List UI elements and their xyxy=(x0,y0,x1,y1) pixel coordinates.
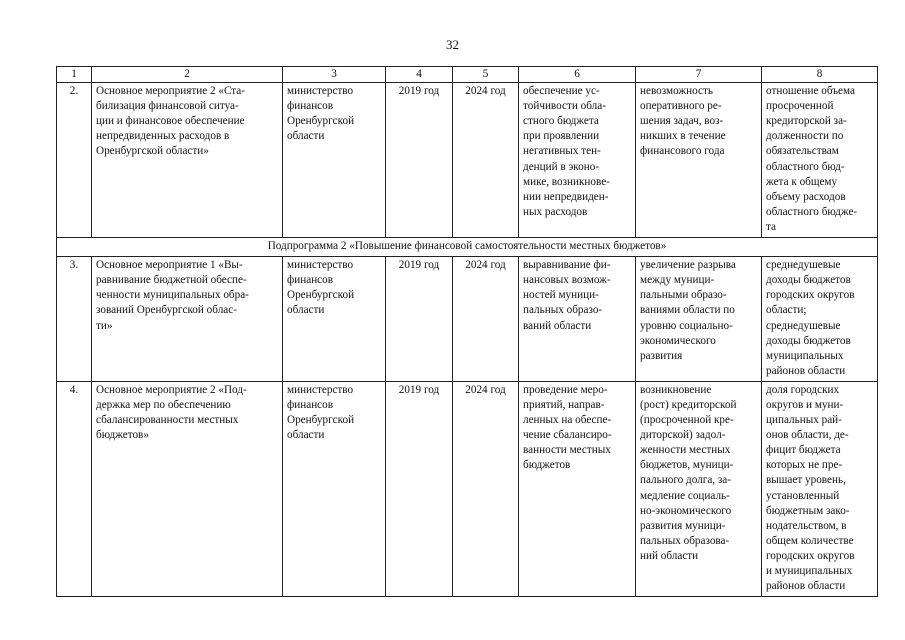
event-name-line: Оренбургской области» xyxy=(96,145,209,158)
event-name-line: Основное мероприятие 2 «Под- xyxy=(96,383,247,396)
related-indicators-line: вышает уровень, xyxy=(766,474,846,487)
related-indicators-line: среднедушевые xyxy=(766,319,841,332)
event-name-line: Основное мероприятие 2 «Ста- xyxy=(96,85,245,98)
non-implementation-consequences-cell xyxy=(636,257,762,382)
related-indicators-line: онов области, де- xyxy=(766,429,849,442)
non-implementation-consequences-line: никших в течение xyxy=(640,130,726,143)
non-implementation-consequences-line: развития xyxy=(640,349,683,362)
non-implementation-consequences-line: пального долга, за- xyxy=(640,474,731,487)
expected-result-line: проведение меро- xyxy=(523,383,608,396)
non-implementation-consequences-line: женности местных xyxy=(640,444,731,457)
non-implementation-consequences-line: но-экономического xyxy=(640,504,732,517)
related-indicators-line: городских округов xyxy=(766,289,855,302)
event-name-line: билизация финансовой ситуа- xyxy=(96,100,239,113)
related-indicators-line: округов и муни- xyxy=(766,398,844,411)
executor-cell xyxy=(283,257,386,382)
table-row xyxy=(57,257,878,382)
expected-result-cell xyxy=(519,83,636,238)
event-name-cell xyxy=(92,381,283,596)
related-indicators-line: городских округов xyxy=(766,549,855,562)
event-name-line: ции и финансовое обеспечение xyxy=(96,115,245,128)
non-implementation-consequences-line: (рост) кредиторской xyxy=(640,398,737,411)
non-implementation-consequences-line: бюджетов, муници- xyxy=(640,459,734,472)
related-indicators-line: жета к общему xyxy=(766,175,838,188)
expected-result-line: при проявлении xyxy=(523,130,600,143)
executor-line: области xyxy=(287,304,325,317)
expected-result-line: бюджетов xyxy=(523,459,571,472)
col-num-6: 6 xyxy=(519,67,636,83)
related-indicators-cell xyxy=(762,381,878,596)
row-number-cell: 4. xyxy=(57,381,92,596)
non-implementation-consequences-line: (просроченной кре- xyxy=(640,414,734,427)
col-num-5: 5 xyxy=(453,67,519,83)
col-num-4: 4 xyxy=(386,67,453,83)
page-number: 32 xyxy=(446,37,459,52)
non-implementation-consequences-line: шения задач, воз- xyxy=(640,115,724,128)
expected-result-line: приятий, направ- xyxy=(523,398,605,411)
expected-result-line: ностей муници- xyxy=(523,289,599,302)
executor-line: области xyxy=(287,130,325,143)
column-number-row xyxy=(57,67,878,83)
non-implementation-consequences-line: пальными образо- xyxy=(640,289,727,302)
expected-result-line: ных расходов xyxy=(523,205,588,218)
related-indicators-line: области; xyxy=(766,304,807,317)
start-year-cell: 2019 год xyxy=(386,83,453,238)
non-implementation-consequences-line: возникновение xyxy=(640,383,712,396)
non-implementation-consequences-cell xyxy=(636,83,762,238)
related-indicators-cell xyxy=(762,257,878,382)
executor-line: министерство xyxy=(287,85,354,98)
executor-line: финансов xyxy=(287,100,334,113)
executor-line: министерство xyxy=(287,259,354,272)
expected-result-line: выравнивание фи- xyxy=(523,259,611,272)
event-name-line: непредвиденных расходов в xyxy=(96,130,230,143)
related-indicators-line: та xyxy=(766,220,776,233)
executor-line: министерство xyxy=(287,383,354,396)
expected-result-cell xyxy=(519,381,636,596)
related-indicators-line: отношение объема xyxy=(766,85,855,98)
non-implementation-consequences-line: медление социаль- xyxy=(640,489,730,502)
event-name-line: зований Оренбургской облас- xyxy=(96,304,237,317)
expected-result-line: негативных тен- xyxy=(523,145,601,158)
related-indicators-line: обязательствам xyxy=(766,145,839,158)
non-implementation-consequences-line: увеличение разрыва xyxy=(640,259,736,272)
non-implementation-consequences-line: развития муници- xyxy=(640,519,726,532)
non-implementation-consequences-line: пальных образова- xyxy=(640,534,730,547)
related-indicators-line: районов области xyxy=(766,580,846,593)
related-indicators-line: которых не пре- xyxy=(766,459,843,472)
related-indicators-line: доходы бюджетов xyxy=(766,334,851,347)
executor-line: области xyxy=(287,429,325,442)
start-year-cell: 2019 год xyxy=(386,381,453,596)
executor-cell xyxy=(283,83,386,238)
expected-result-line: пальных образо- xyxy=(523,304,603,317)
event-name-line: держка мер по обеспечению xyxy=(96,398,231,411)
expected-result-line: мике, возникнове- xyxy=(523,175,610,188)
expected-result-line: ванности местных xyxy=(523,444,611,457)
related-indicators-line: районов области xyxy=(766,364,846,377)
non-implementation-consequences-line: между муници- xyxy=(640,274,715,287)
expected-result-line: ленных на обеспе- xyxy=(523,414,612,427)
non-implementation-consequences-line: ний области xyxy=(640,549,699,562)
related-indicators-line: кредиторской за- xyxy=(766,115,847,128)
related-indicators-line: доля городских xyxy=(766,383,840,396)
related-indicators-line: общем количестве xyxy=(766,534,854,547)
related-indicators-line: нодательством, в xyxy=(766,519,847,532)
related-indicators-line: доходы бюджетов xyxy=(766,274,851,287)
subprogram-heading: Подпрограмма 2 «Повышение финансовой самостоятельности местных бюджетов» xyxy=(57,238,878,257)
non-implementation-consequences-line: уровню социально- xyxy=(640,319,733,332)
expected-result-line: нансовых возмож- xyxy=(523,274,611,287)
table-row xyxy=(57,83,878,238)
related-indicators-line: объему расходов xyxy=(766,190,846,203)
executor-cell xyxy=(283,381,386,596)
expected-result-line: денций в эконо- xyxy=(523,160,600,173)
end-year-cell: 2024 год xyxy=(453,83,519,238)
event-name-line: ченности муниципальных обра- xyxy=(96,289,249,302)
non-implementation-consequences-line: невозможность xyxy=(640,85,713,98)
related-indicators-line: бюджетным зако- xyxy=(766,504,850,517)
related-indicators-line: муниципальных xyxy=(766,349,844,362)
related-indicators-line: просроченной xyxy=(766,100,834,113)
col-num-3: 3 xyxy=(283,67,386,83)
non-implementation-consequences-line: оперативного ре- xyxy=(640,100,722,113)
executor-line: финансов xyxy=(287,398,334,411)
program-table xyxy=(56,66,878,597)
event-name-cell xyxy=(92,257,283,382)
subprogram-row xyxy=(57,238,878,257)
expected-result-cell xyxy=(519,257,636,382)
executor-line: Оренбургской xyxy=(287,289,355,302)
row-number-cell: 3. xyxy=(57,257,92,382)
event-name-cell xyxy=(92,83,283,238)
col-num-7: 7 xyxy=(636,67,762,83)
related-indicators-line: установленный xyxy=(766,489,840,502)
event-name-line: ти» xyxy=(96,319,113,332)
non-implementation-consequences-line: финансового года xyxy=(640,145,725,158)
non-implementation-consequences-line: экономического xyxy=(640,334,716,347)
related-indicators-cell xyxy=(762,83,878,238)
event-name-line: Основное мероприятие 1 «Вы- xyxy=(96,259,243,272)
related-indicators-line: ципальных рай- xyxy=(766,414,842,427)
expected-result-line: чение сбалансиро- xyxy=(523,429,612,442)
non-implementation-consequences-line: ваниями области по xyxy=(640,304,735,317)
expected-result-line: тойчивости обла- xyxy=(523,100,606,113)
expected-result-line: стного бюджета xyxy=(523,115,599,128)
col-num-2: 2 xyxy=(92,67,283,83)
non-implementation-consequences-line: диторской) задол- xyxy=(640,429,726,442)
related-indicators-line: областного бюд- xyxy=(766,160,845,173)
end-year-cell: 2024 год xyxy=(453,381,519,596)
table-row xyxy=(57,381,878,596)
start-year-cell: 2019 год xyxy=(386,257,453,382)
expected-result-line: ваний области xyxy=(523,319,592,332)
executor-line: Оренбургской xyxy=(287,115,355,128)
event-name-line: бюджетов» xyxy=(96,429,149,442)
row-number-cell: 2. xyxy=(57,83,92,238)
related-indicators-line: областного бюдже- xyxy=(766,205,858,218)
related-indicators-line: и муниципальных xyxy=(766,565,853,577)
expected-result-line: нии непредвиден- xyxy=(523,190,609,203)
executor-line: Оренбургской xyxy=(287,414,355,427)
expected-result-line: обеспечение ус- xyxy=(523,85,600,98)
end-year-cell: 2024 год xyxy=(453,257,519,382)
event-name-line: равнивание бюджетной обеспе- xyxy=(96,274,247,287)
non-implementation-consequences-cell xyxy=(636,381,762,596)
event-name-line: сбалансированности местных xyxy=(96,414,239,427)
executor-line: финансов xyxy=(287,274,334,287)
related-indicators-line: фицит бюджета xyxy=(766,444,841,457)
col-num-1: 1 xyxy=(57,67,92,83)
related-indicators-line: среднедушевые xyxy=(766,259,841,272)
col-num-8: 8 xyxy=(762,67,878,83)
related-indicators-line: долженности по xyxy=(766,130,844,143)
